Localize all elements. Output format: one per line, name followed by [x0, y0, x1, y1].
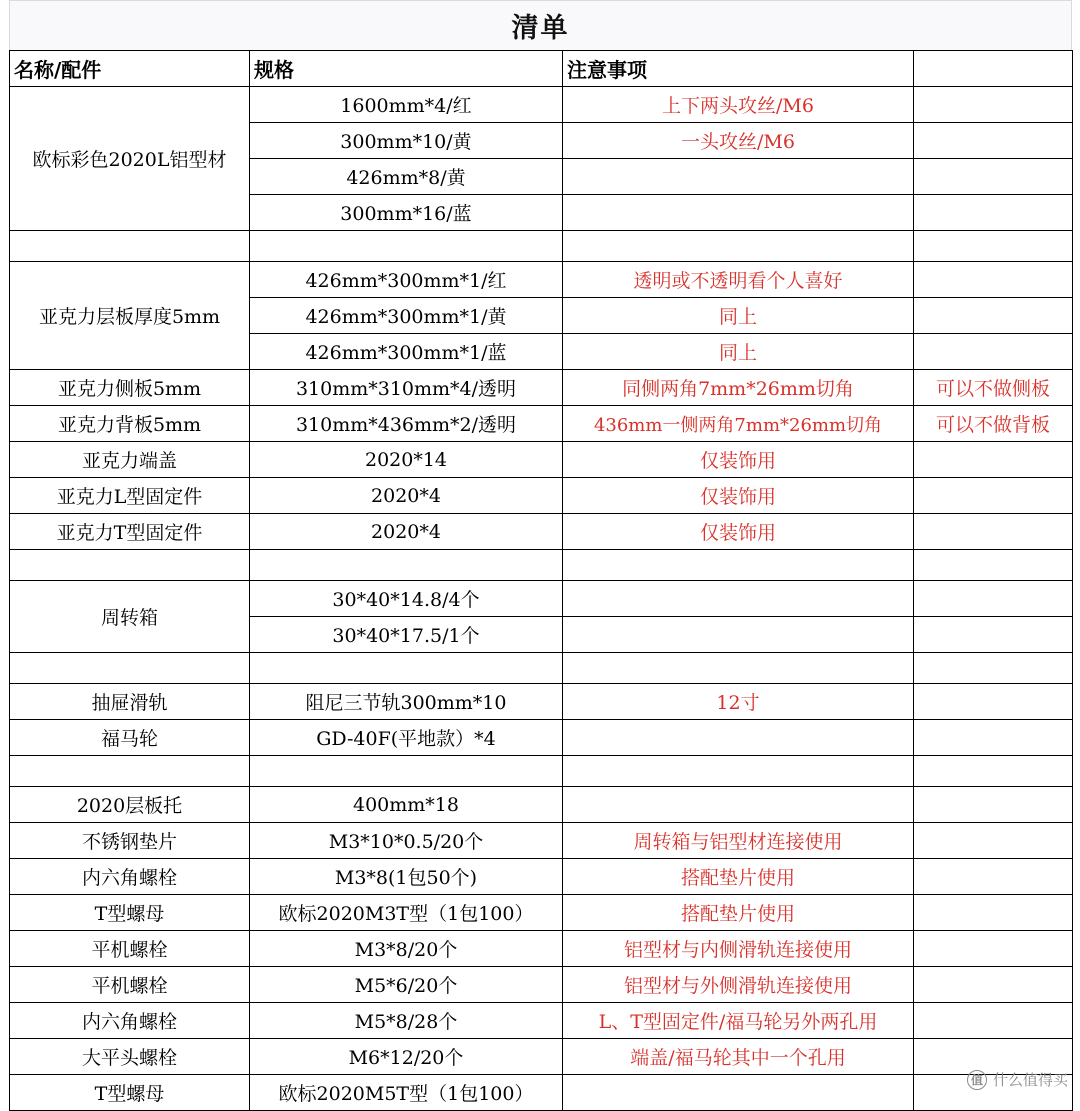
part-spec: 2020*14	[250, 442, 563, 478]
part-note: 仅装饰用	[563, 478, 914, 514]
part-note: 铝型材与外侧滑轨连接使用	[563, 967, 914, 1003]
part-spec: 30*40*14.8/4个	[250, 581, 563, 617]
table-row	[10, 87, 1073, 123]
part-spec: 2020*4	[250, 514, 563, 550]
extra-cell	[914, 931, 1073, 967]
table-row	[10, 967, 1073, 1003]
table-row	[10, 720, 1073, 756]
site-watermark	[967, 1069, 1068, 1090]
table-row	[10, 262, 1073, 298]
part-spec: 426mm*8/黄	[250, 159, 563, 195]
part-name: 平机螺栓	[10, 967, 250, 1003]
part-spec: 426mm*300mm*1/黄	[250, 298, 563, 334]
extra-cell	[914, 442, 1073, 478]
part-note: 同上	[563, 334, 914, 370]
part-note: 上下两头攻丝/M6	[563, 87, 914, 123]
part-note: 同上	[563, 298, 914, 334]
part-note: 436mm一侧两角7mm*26mm切角	[563, 406, 914, 442]
part-name: 内六角螺栓	[10, 859, 250, 895]
part-name: 不锈钢垫片	[10, 823, 250, 859]
table-row	[10, 1039, 1073, 1075]
part-spec: GD-40F(平地款）*4	[250, 720, 563, 756]
extra-cell	[914, 262, 1073, 298]
part-spec: M3*8/20个	[250, 931, 563, 967]
extra-cell	[914, 617, 1073, 653]
extra-cell	[914, 895, 1073, 931]
table-row	[10, 823, 1073, 859]
part-note: 一头攻丝/M6	[563, 123, 914, 159]
header-extra	[914, 51, 1073, 87]
part-note: 周转箱与铝型材连接使用	[563, 823, 914, 859]
part-name: 抽屉滑轨	[10, 684, 250, 720]
part-spec: 426mm*300mm*1/红	[250, 262, 563, 298]
extra-cell	[914, 859, 1073, 895]
checklist-sheet	[9, 0, 1072, 1111]
part-name: 福马轮	[10, 720, 250, 756]
part-spec: 1600mm*4/红	[250, 87, 563, 123]
table-row	[10, 859, 1073, 895]
spacer-row	[10, 756, 1073, 787]
part-note: 仅装饰用	[563, 514, 914, 550]
table-row	[10, 787, 1073, 823]
part-spec: 30*40*17.5/1个	[250, 617, 563, 653]
part-note	[563, 581, 914, 617]
table-row	[10, 478, 1073, 514]
spacer-row	[10, 550, 1073, 581]
part-note	[563, 787, 914, 823]
header-spec: 规格	[250, 51, 563, 87]
part-spec: 欧标2020M3T型（1包100）	[250, 895, 563, 931]
header-name: 名称/配件	[10, 51, 250, 87]
watermark-text: 什么值得买	[992, 1071, 1068, 1089]
part-name: 平机螺栓	[10, 931, 250, 967]
part-note	[563, 195, 914, 231]
part-note: 铝型材与内侧滑轨连接使用	[563, 931, 914, 967]
spacer-row	[10, 231, 1073, 262]
table-row	[10, 370, 1073, 406]
header-notes: 注意事项	[563, 51, 914, 87]
part-note	[563, 159, 914, 195]
part-spec: 阻尼三节轨300mm*10	[250, 684, 563, 720]
extra-cell	[914, 787, 1073, 823]
extra-cell	[914, 334, 1073, 370]
part-note: 仅装饰用	[563, 442, 914, 478]
part-note	[563, 1075, 914, 1111]
sheet-title-bar	[9, 0, 1072, 50]
extra-cell	[914, 159, 1073, 195]
part-name: 内六角螺栓	[10, 1003, 250, 1039]
part-note: 同侧两角7mm*26mm切角	[563, 370, 914, 406]
part-spec: 2020*4	[250, 478, 563, 514]
extra-cell	[914, 1003, 1073, 1039]
part-name: T型螺母	[10, 1075, 250, 1111]
sheet-title: 清单	[511, 13, 570, 44]
part-spec: M3*8(1包50个)	[250, 859, 563, 895]
spacer-row	[10, 653, 1073, 684]
part-name: 欧标彩色2020L铝型材	[10, 87, 250, 231]
part-spec: M5*6/20个	[250, 967, 563, 1003]
part-name: 亚克力层板厚度5mm	[10, 262, 250, 370]
extra-cell: 可以不做侧板	[914, 370, 1073, 406]
extra-cell	[914, 478, 1073, 514]
part-note: L、T型固定件/福马轮另外两孔用	[563, 1003, 914, 1039]
extra-cell: 可以不做背板	[914, 406, 1073, 442]
extra-cell	[914, 720, 1073, 756]
extra-cell	[914, 581, 1073, 617]
table-row	[10, 442, 1073, 478]
part-name: 大平头螺栓	[10, 1039, 250, 1075]
extra-cell	[914, 87, 1073, 123]
extra-cell	[914, 123, 1073, 159]
extra-cell	[914, 298, 1073, 334]
table-row	[10, 931, 1073, 967]
part-spec: M3*10*0.5/20个	[250, 823, 563, 859]
part-spec: 300mm*10/黄	[250, 123, 563, 159]
site-logo-icon: 值	[967, 1070, 987, 1090]
part-name: 2020层板托	[10, 787, 250, 823]
table-row	[10, 1003, 1073, 1039]
extra-cell	[914, 967, 1073, 1003]
table-row	[10, 581, 1073, 617]
part-note: 透明或不透明看个人喜好	[563, 262, 914, 298]
parts-table	[9, 50, 1073, 1111]
table-row	[10, 514, 1073, 550]
part-name: 亚克力背板5mm	[10, 406, 250, 442]
part-spec: 310mm*310mm*4/透明	[250, 370, 563, 406]
part-name: 亚克力T型固定件	[10, 514, 250, 550]
table-row	[10, 684, 1073, 720]
part-name: 周转箱	[10, 581, 250, 653]
header-row	[10, 51, 1073, 87]
table-row	[10, 895, 1073, 931]
extra-cell	[914, 684, 1073, 720]
part-spec: 426mm*300mm*1/蓝	[250, 334, 563, 370]
part-note	[563, 720, 914, 756]
part-spec: M5*8/28个	[250, 1003, 563, 1039]
extra-cell	[914, 195, 1073, 231]
extra-cell	[914, 514, 1073, 550]
part-spec: 300mm*16/蓝	[250, 195, 563, 231]
part-name: 亚克力L型固定件	[10, 478, 250, 514]
part-name: T型螺母	[10, 895, 250, 931]
part-spec: 310mm*436mm*2/透明	[250, 406, 563, 442]
part-note: 端盖/福马轮其中一个孔用	[563, 1039, 914, 1075]
extra-cell	[914, 823, 1073, 859]
part-note: 12寸	[563, 684, 914, 720]
table-row	[10, 406, 1073, 442]
part-note: 搭配垫片使用	[563, 895, 914, 931]
part-spec: 400mm*18	[250, 787, 563, 823]
part-note	[563, 617, 914, 653]
part-name: 亚克力端盖	[10, 442, 250, 478]
table-row	[10, 1075, 1073, 1111]
part-note: 搭配垫片使用	[563, 859, 914, 895]
part-name: 亚克力侧板5mm	[10, 370, 250, 406]
part-spec: 欧标2020M5T型（1包100）	[250, 1075, 563, 1111]
part-spec: M6*12/20个	[250, 1039, 563, 1075]
